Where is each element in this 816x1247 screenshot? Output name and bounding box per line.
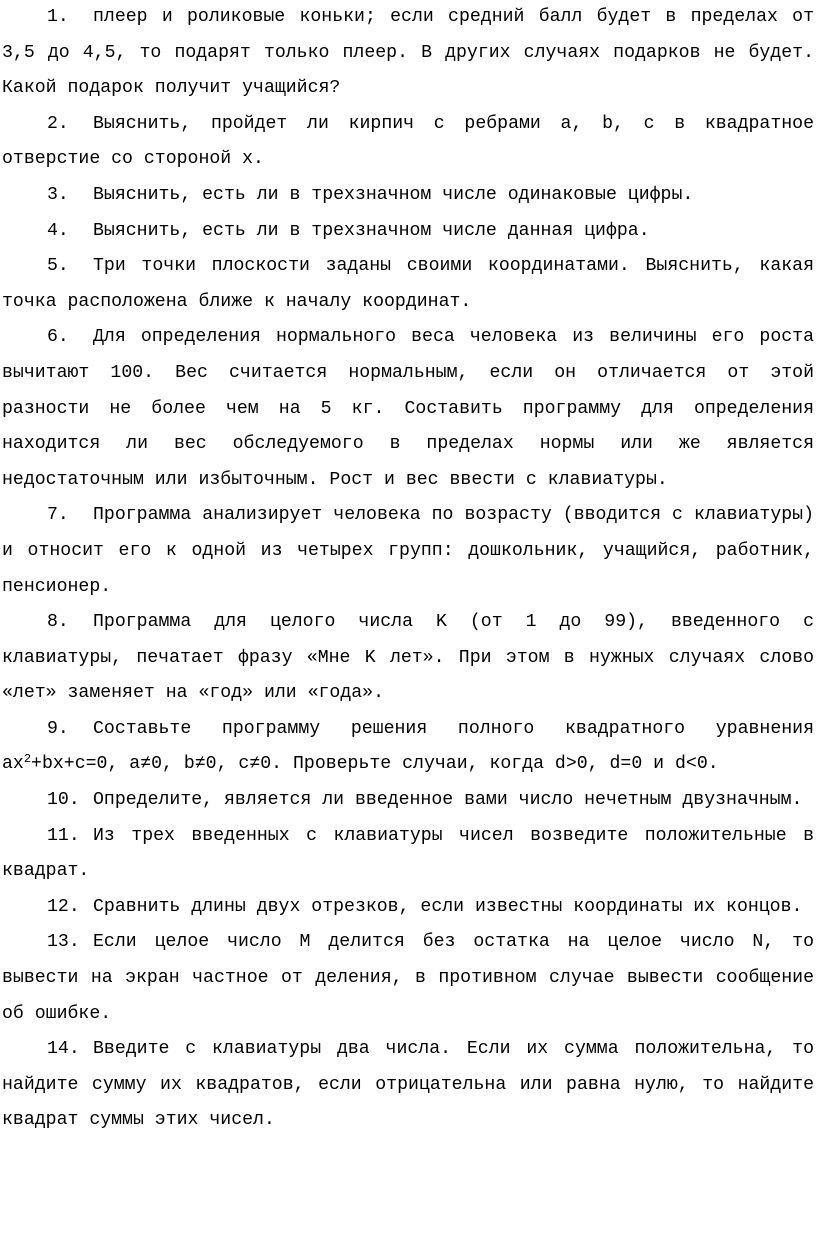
task-text: Сравнить длины двух отрезков, если известны координаты их концов.	[93, 896, 803, 917]
task-item	[2, 498, 814, 605]
task-item	[2, 320, 814, 498]
task-number: 10.	[47, 790, 80, 811]
task-text: Программа для целого числа K (от 1 до 99), введенного с клавиатуры, печатает фразу «Мне K лет». При этом в нужных случаях слово «лет» заменяет на «год» или «года».	[2, 612, 814, 704]
task-text: Три точки плоскости заданы своими координатами. Выяснить, какая точка расположена ближе к началу координат.	[2, 256, 814, 312]
task-text: плеер и роликовые коньки; если средний балл будет в пределах от 3,5 до 4,5, то подарят только плеер. В других случаях подарков не будет. Какой подарок получит учащийся?	[2, 7, 814, 99]
task-text: Введите с клавиатуры два числа. Если их сумма положительна, то найдите сумму их квадратов, если отрицательна или равна нулю, то найдите квадрат суммы этих чисел.	[2, 1039, 814, 1131]
task-text: Программа анализирует человека по возрасту (вводится с клавиатуры) и относит его к одной из четырех групп: дошкольник, учащийся, работник, пенсионер.	[2, 505, 814, 597]
task-number: 7.	[47, 505, 69, 526]
task-item	[2, 783, 814, 819]
task-number: 11.	[47, 825, 80, 846]
task-item	[2, 249, 814, 320]
task-number: 4.	[47, 220, 69, 241]
task-number: 13.	[47, 932, 80, 953]
task-text: Выяснить, есть ли в трехзначном числе данная цифра.	[93, 220, 650, 241]
task-item	[2, 214, 814, 250]
task-text-continued: +bx+c=0, a≠0, b≠0, c≠0. Проверьте случаи, когда d>0, d=0 и d<0.	[31, 754, 719, 775]
task-item	[2, 819, 814, 890]
task-number: 2.	[47, 113, 69, 134]
task-number: 1.	[47, 7, 69, 27]
task-text: Если целое число M делится без остатка на целое число N, то вывести на экран частное от деления, в противном случае вывести сообщение об ошибке.	[2, 932, 814, 1024]
task-item	[2, 178, 814, 214]
task-text: Составьте программу решения полного квадратного уравнения ax	[2, 718, 814, 775]
task-item	[2, 712, 814, 783]
task-number: 9.	[47, 718, 69, 739]
task-item	[2, 605, 814, 712]
task-item	[2, 1032, 814, 1139]
task-number: 8.	[47, 612, 69, 633]
task-number: 6.	[47, 327, 69, 348]
task-item	[2, 890, 814, 926]
task-text: Определите, является ли введенное вами число нечетным двузначным.	[93, 790, 803, 811]
task-text: Для определения нормального веса человека из величины его роста вычитают 100. Вес считается нормальным, если он отличается от этой разности не более чем на 5 кг. Составить программу для определения находится ли вес обследуемого в пределах нормы или же является недостаточным или избыточным. Рост и вес ввести с клавиатуры.	[2, 327, 814, 490]
task-text: Выяснить, есть ли в трехзначном числе одинаковые цифры.	[93, 184, 694, 205]
task-number: 3.	[47, 184, 69, 205]
exponent: 2	[23, 752, 32, 767]
task-item	[2, 0, 814, 107]
task-number: 12.	[47, 896, 80, 917]
task-text: Выяснить, пройдет ли кирпич с ребрами a, b, c в квадратное отверстие со стороной x.	[2, 113, 814, 170]
task-text: Из трех введенных с клавиатуры чисел возведите положительные в квадрат.	[2, 825, 814, 882]
task-item	[2, 925, 814, 1032]
task-number: 14.	[47, 1039, 80, 1060]
task-item	[2, 107, 814, 178]
task-number: 5.	[47, 256, 69, 277]
